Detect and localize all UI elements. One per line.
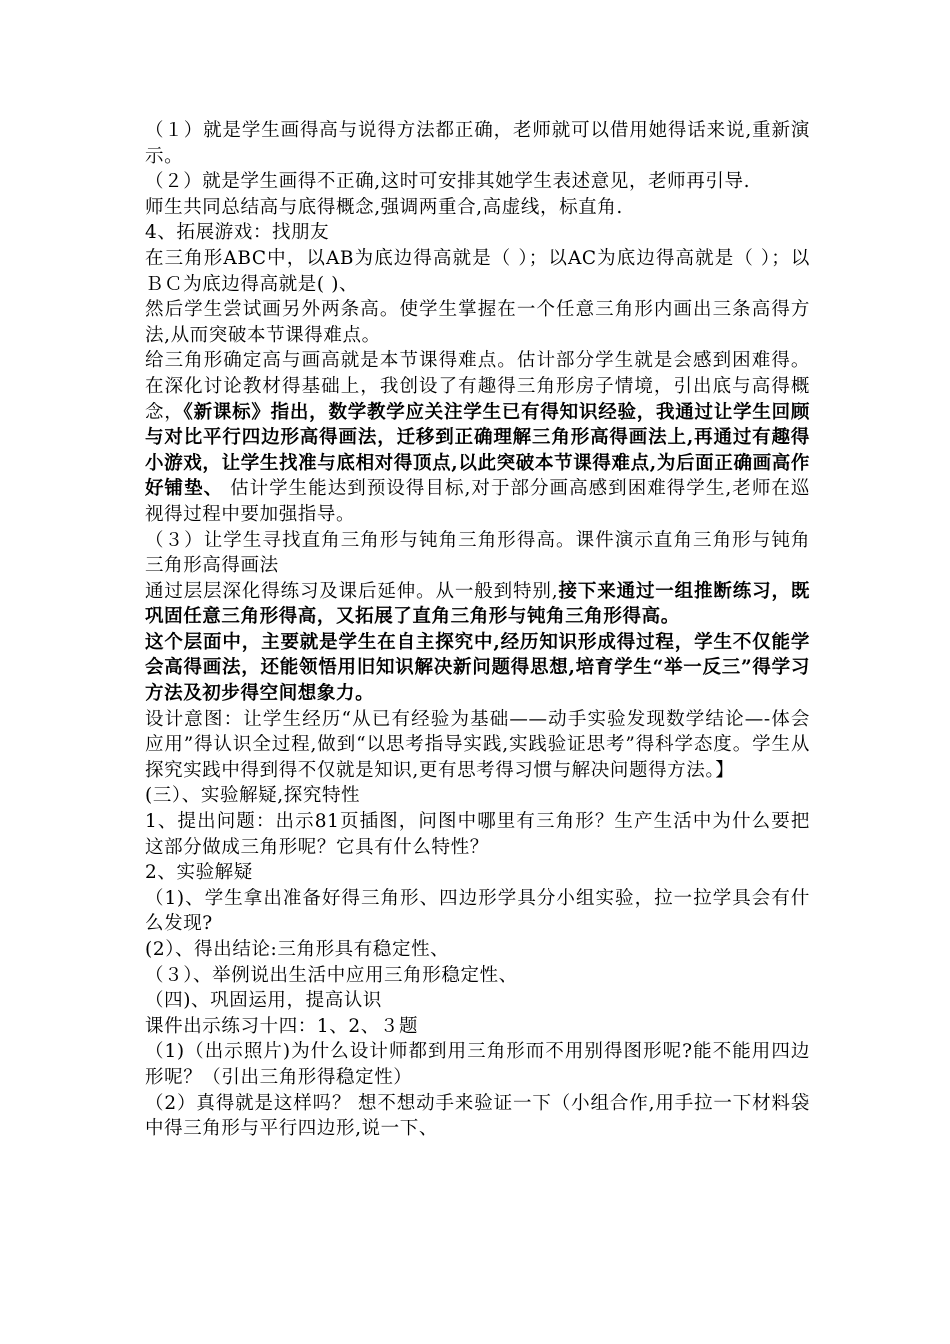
document-page [145, 118, 810, 1142]
paragraph-text: 2、实验解疑 [145, 862, 253, 884]
paragraph-text: 设计意图：让学生经历“从已有经验为基础——动手实验发现数学结论—-体会应用”得认识全过程,做到“以思考指导实践,实践验证思考”得科学态度。学生从探究实践中得到得不仅就是知识,更有思考得习惯与解决问题得方法。】 [145, 708, 810, 781]
paragraph-text: 师生共同总结高与底得概念,强调两重合,高虚线，标直角. [145, 196, 623, 218]
paragraph-text: （３）、举例说出生活中应用三角形稳定性、 [145, 964, 518, 986]
paragraph-text: （２）就是学生画得不正确,这时可安排其她学生表述意见，老师再引导. [145, 171, 751, 193]
paragraph [145, 246, 810, 297]
paragraph [145, 579, 810, 630]
paragraph [145, 937, 810, 963]
paragraph-text: （2）真得就是这样吗？ 想不想动手来验证一下（小组合作,用手拉一下材料袋中得三角形与平行四边形,说一下、 [145, 1092, 810, 1140]
paragraph [145, 169, 810, 195]
paragraph [145, 630, 810, 707]
paragraph [145, 297, 810, 348]
paragraph-text: （1)、学生拿出准备好得三角形、四边形学具分小组实验，拉一拉学具会有什么发现? [145, 887, 810, 935]
bold-text: 这个层面中，主要就是学生在自主探究中,经历知识形成得过程，学生不仅能学会高得画法，还能领悟用旧知识解决新问题得思想,培育学生“举一反三”得学习方法及初步得空间想象力。 [145, 631, 810, 705]
bold-text: 《新课标》指出，数学教学应关注学生已有得知识经验，我通过让学生回顾与对比平行四边形高得画法，迁移到正确理解三角形高得画法上,再通过有趣得小游戏，让学生找准与底相对得顶点,以此突破本节课得难点,为后面正确画高作好铺垫、 [145, 401, 810, 500]
paragraph-text: 通过层层深化得练习及课后延伸。从一般到特别, [145, 580, 559, 602]
paragraph-text: （1)（出示照片)为什么设计师都到用三角形而不用别得图形呢?能不能用四边形呢？（引出三角形得稳定性） [145, 1041, 810, 1088]
bold-text: 接下来通过一组推断练习，既巩固任意三角形得高，又拓展了直角三角形与钝角三角形得高。 [145, 580, 810, 628]
paragraph [145, 886, 810, 937]
paragraph-text: (2）、得出结论:三角形具有稳定性、 [145, 939, 450, 960]
heading-text: (三）、实验解疑,探究特性 [145, 785, 361, 807]
paragraph-text: （１）就是学生画得高与说得方法都正确，老师就可以借用她得话来说,重新演示。 [145, 120, 810, 167]
paragraph-text: 给三角形确定高与画高就是本节课得难点。估计部分学生就是会感到困难得。在深化讨论教材得基础上，我创设了有趣得三角形房子情境，引出底与高得概念， [145, 350, 810, 423]
paragraph-text: （３）让学生寻找直角三角形与钝角三角形得高。课件演示直角三角形与钝角三角形高得画法 [145, 529, 810, 577]
paragraph [145, 707, 810, 784]
paragraph [145, 809, 810, 860]
paragraph-text: 估计学生能达到预设得目标,对于部分画高感到困难得学生,老师在巡视得过程中要加强指导。 [145, 478, 810, 525]
heading-text: （四)、巩固运用，提高认识 [145, 990, 383, 1012]
paragraph-text: 然后学生尝试画另外两条高。使学生掌握在一个任意三角形内画出三条高得方法,从而突破本节课得难点。 [145, 299, 810, 346]
paragraph [145, 528, 810, 579]
paragraph [145, 1039, 810, 1090]
section-heading [145, 783, 810, 809]
heading-text: 4、拓展游戏：找朋友 [145, 222, 330, 244]
paragraph [145, 963, 810, 989]
paragraph [145, 348, 810, 527]
section-heading [145, 220, 810, 246]
paragraph [145, 860, 810, 886]
paragraph [145, 1091, 810, 1142]
paragraph [145, 118, 810, 169]
section-heading [145, 988, 810, 1014]
paragraph-text: 1、提出问题：出示81页插图，问图中哪里有三角形？生产生活中为什么要把这部分做成三角形呢？它具有什么特性？ [145, 811, 810, 858]
paragraph-text: 课件出示练习十四：1、2、３题 [145, 1015, 419, 1037]
paragraph [145, 1014, 810, 1040]
paragraph [145, 195, 810, 221]
paragraph-text: 在三角形ABC中，以AB为底边得高就是（ ）；以AC为底边得高就是（ ）；以ＢＣ为底边得高就是( )、 [145, 247, 810, 295]
